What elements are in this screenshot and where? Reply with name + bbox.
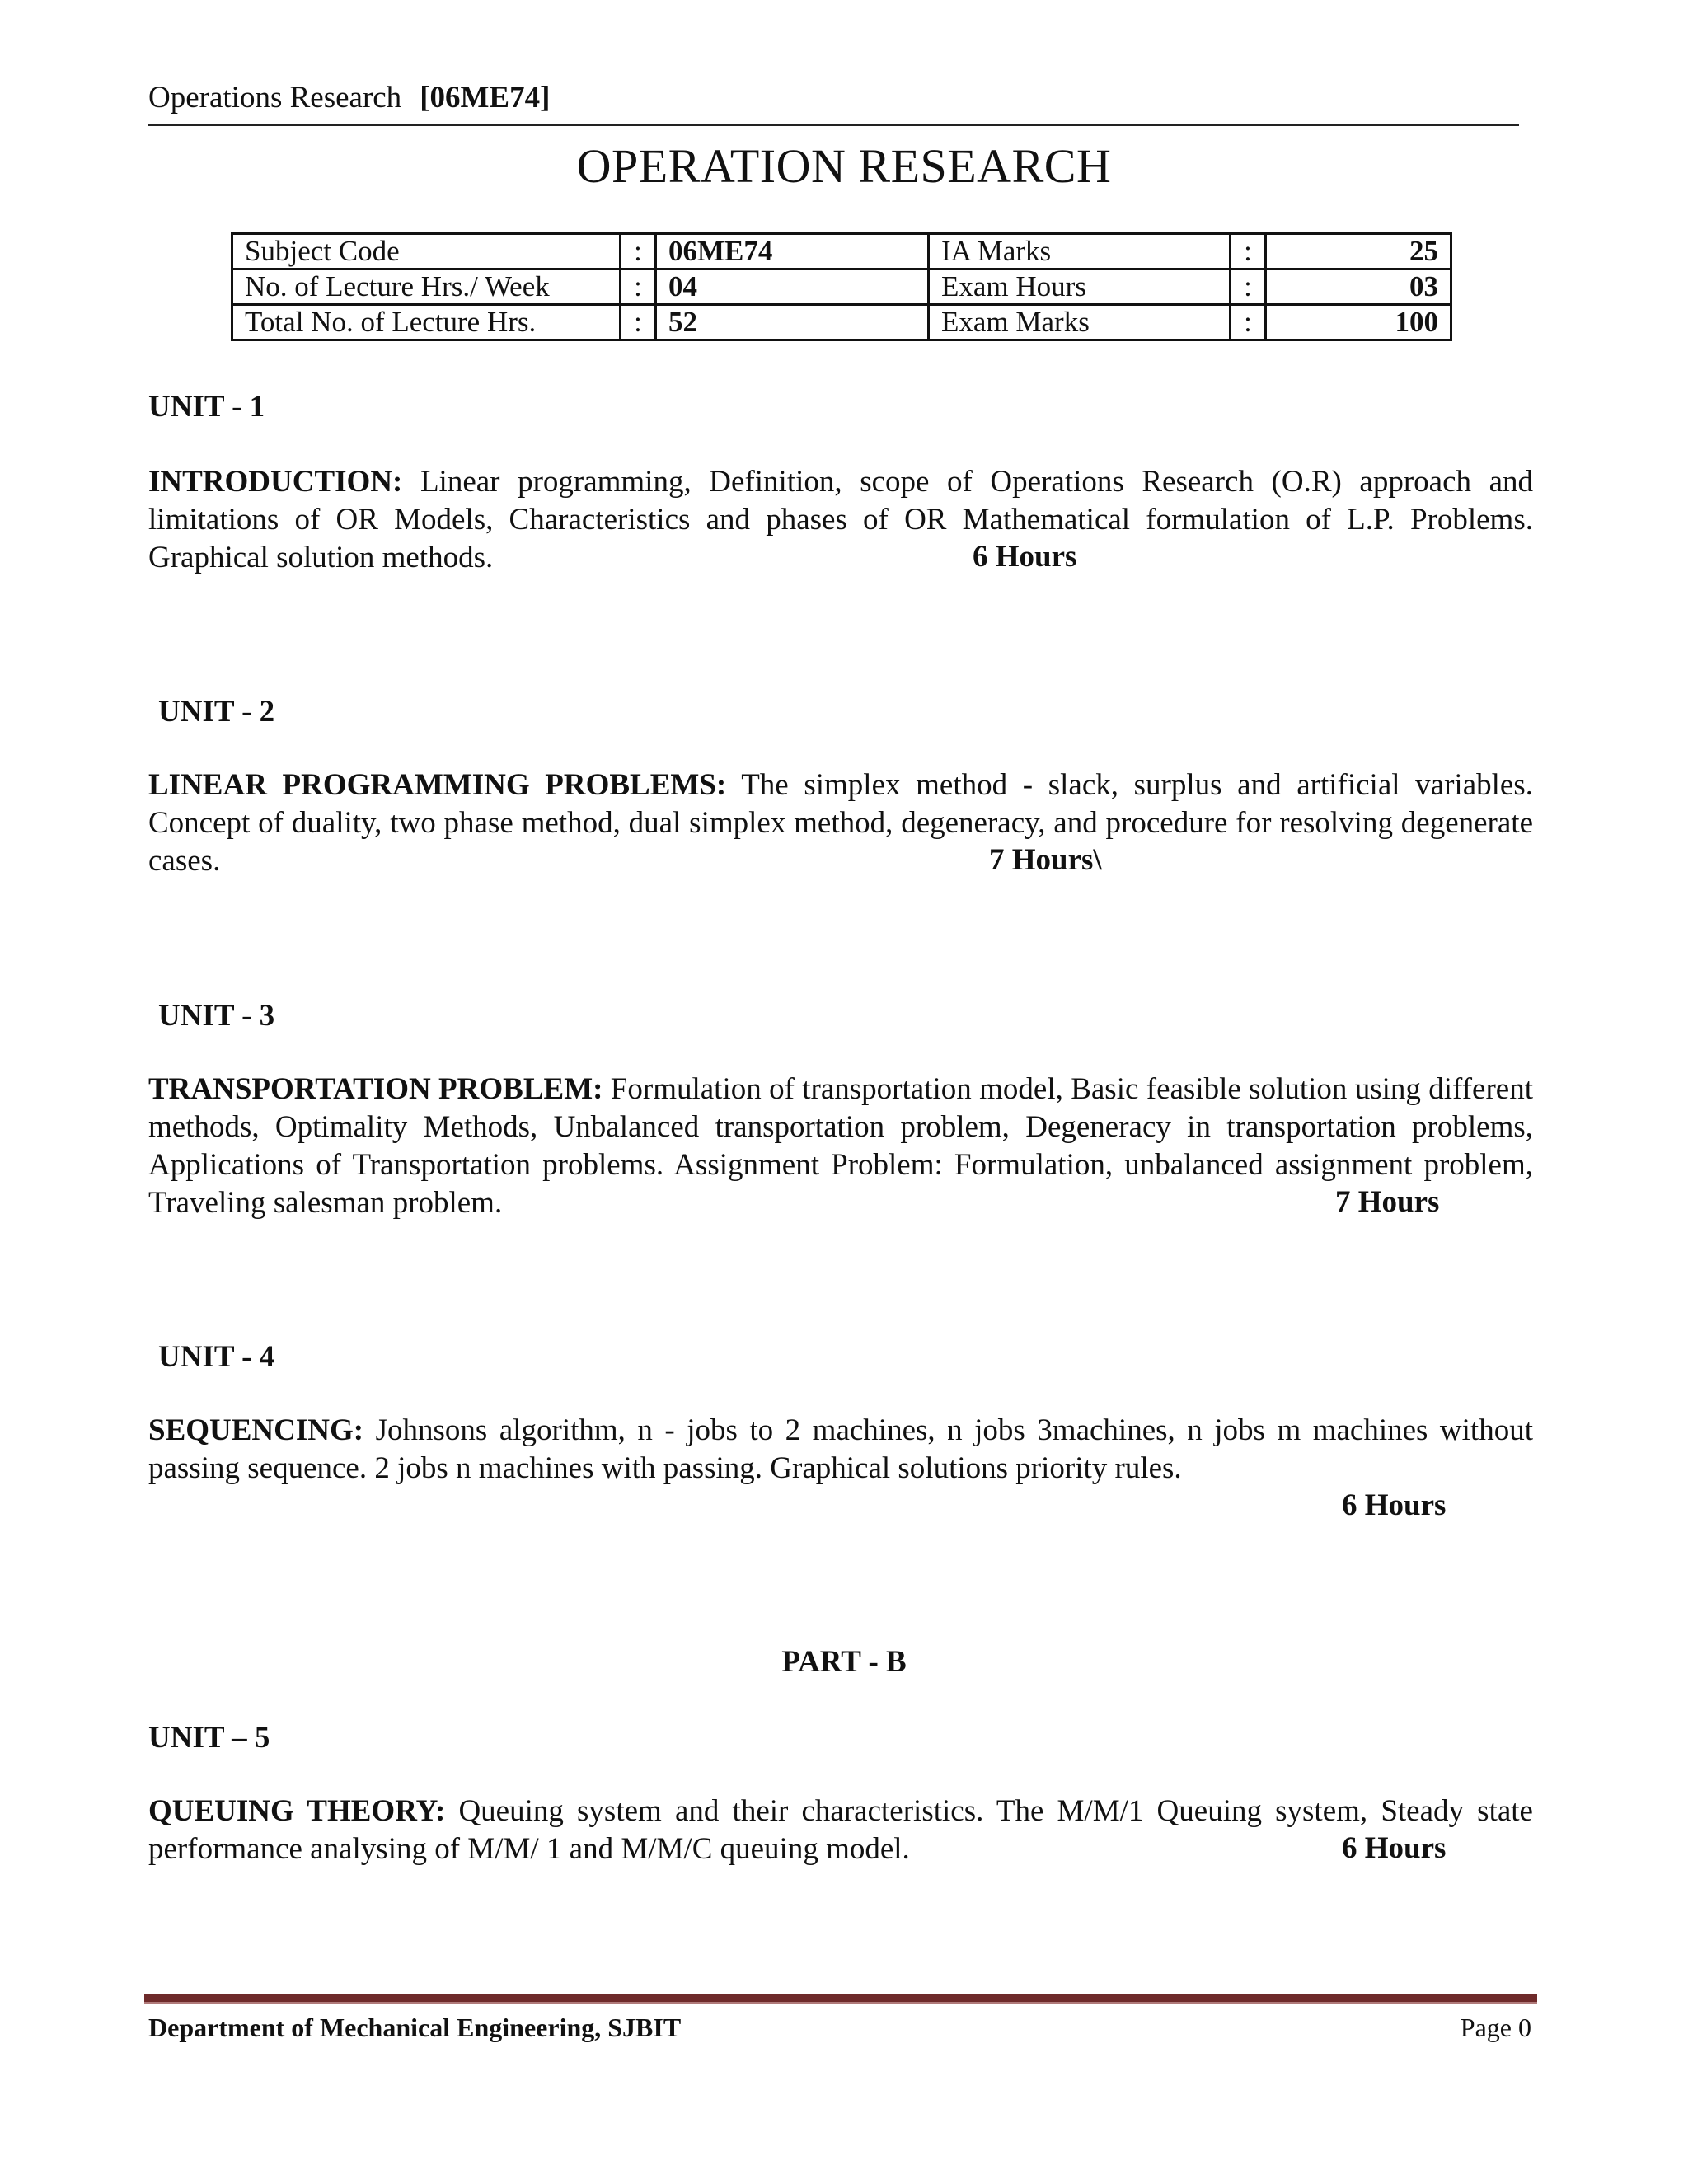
- unit-5-hours: 6 Hours: [1342, 1831, 1447, 1865]
- table-cell: Exam Hours: [929, 269, 1231, 305]
- unit-2-hours: 7 Hours\: [989, 843, 1102, 877]
- table-row: [232, 305, 1451, 340]
- unit-1-heading: UNIT - 1: [148, 390, 265, 424]
- table-cell: 04: [656, 269, 929, 305]
- running-header: [148, 80, 550, 115]
- page-title: OPERATION RESEARCH: [576, 139, 1112, 193]
- table-cell: 52: [656, 305, 929, 340]
- unit-2-topic: LINEAR PROGRAMMING PROBLEMS:: [148, 768, 727, 802]
- table-cell: Exam Marks: [929, 305, 1231, 340]
- unit-1-topic: INTRODUCTION:: [148, 465, 403, 499]
- footer-page-number: Page 0: [1460, 2013, 1531, 2042]
- unit-2-description: [148, 766, 1533, 880]
- table-cell: 03: [1266, 269, 1451, 305]
- footer-department: Department of Mechanical Engineering, SJBIT: [148, 2013, 682, 2042]
- table-cell: :: [621, 305, 656, 340]
- part-b-heading: PART - B: [781, 1645, 907, 1679]
- footer-divider: [144, 1994, 1537, 2004]
- table-cell: :: [621, 269, 656, 305]
- unit-4-hours: 6 Hours: [1342, 1488, 1447, 1522]
- unit-3-hours: 7 Hours: [1335, 1185, 1440, 1219]
- table-cell: :: [621, 234, 656, 269]
- table-cell: 100: [1266, 305, 1451, 340]
- unit-2-text: The simplex method - slack, surplus and artificial variables. Concept of duality, two phase method, dual simplex method, degeneracy, and procedure for resolving degenerate cases.: [148, 768, 1533, 878]
- unit-5-text: Queuing system and their characteristics. The M/M/1 Queuing system, Steady state performance analysing of M/M/ 1 and M/M/C queuing model.: [148, 1794, 1533, 1866]
- table-cell: 25: [1266, 234, 1451, 269]
- table-cell: No. of Lecture Hrs./ Week: [232, 269, 621, 305]
- unit-4-text: Johnsons algorithm, n - jobs to 2 machines, n jobs 3machines, n jobs m machines without passing sequence. 2 jobs n machines with passing. Graphical solutions priority rules.: [148, 1413, 1533, 1485]
- unit-3-text: Formulation of transportation model, Basic feasible solution using different methods, Optimality Methods, Unbalanced transportation problem, Degeneracy in transportation problems, Applications of Transportation problems. Assignment Problem: Formulation, unbalanced assignment problem, Traveling salesman problem.: [148, 1072, 1533, 1220]
- unit-4-topic: SEQUENCING:: [148, 1413, 364, 1447]
- subject-info-table: [231, 232, 1452, 341]
- table-cell: :: [1231, 305, 1266, 340]
- unit-1-description: [148, 463, 1533, 577]
- unit-4-heading: UNIT - 4: [158, 1340, 275, 1374]
- unit-4-description: [148, 1412, 1533, 1488]
- table-cell: Total No. of Lecture Hrs.: [232, 305, 621, 340]
- unit-1-hours: 6 Hours: [973, 540, 1077, 574]
- table-row: [232, 234, 1451, 269]
- table-cell: 06ME74: [656, 234, 929, 269]
- header-code: [06ME74]: [420, 81, 551, 115]
- table-cell: :: [1231, 234, 1266, 269]
- unit-3-description: [148, 1071, 1533, 1222]
- unit-5-heading: UNIT – 5: [148, 1721, 270, 1755]
- header-divider: [148, 124, 1519, 126]
- table-row: [232, 269, 1451, 305]
- unit-3-topic: TRANSPORTATION PROBLEM:: [148, 1072, 603, 1106]
- header-subject: Operations Research: [148, 81, 402, 115]
- table-cell: IA Marks: [929, 234, 1231, 269]
- unit-2-heading: UNIT - 2: [158, 695, 275, 729]
- table-cell: Subject Code: [232, 234, 621, 269]
- unit-5-description: [148, 1793, 1533, 1868]
- table-cell: :: [1231, 269, 1266, 305]
- unit-3-heading: UNIT - 3: [158, 999, 275, 1033]
- unit-1-text: Linear programming, Definition, scope of Operations Research (O.R) approach and limitations of OR Models, Characteristics and phases of OR Mathematical formulation of L.P. Problems. Graphical solution methods.: [148, 465, 1533, 574]
- unit-5-topic: QUEUING THEORY:: [148, 1794, 446, 1828]
